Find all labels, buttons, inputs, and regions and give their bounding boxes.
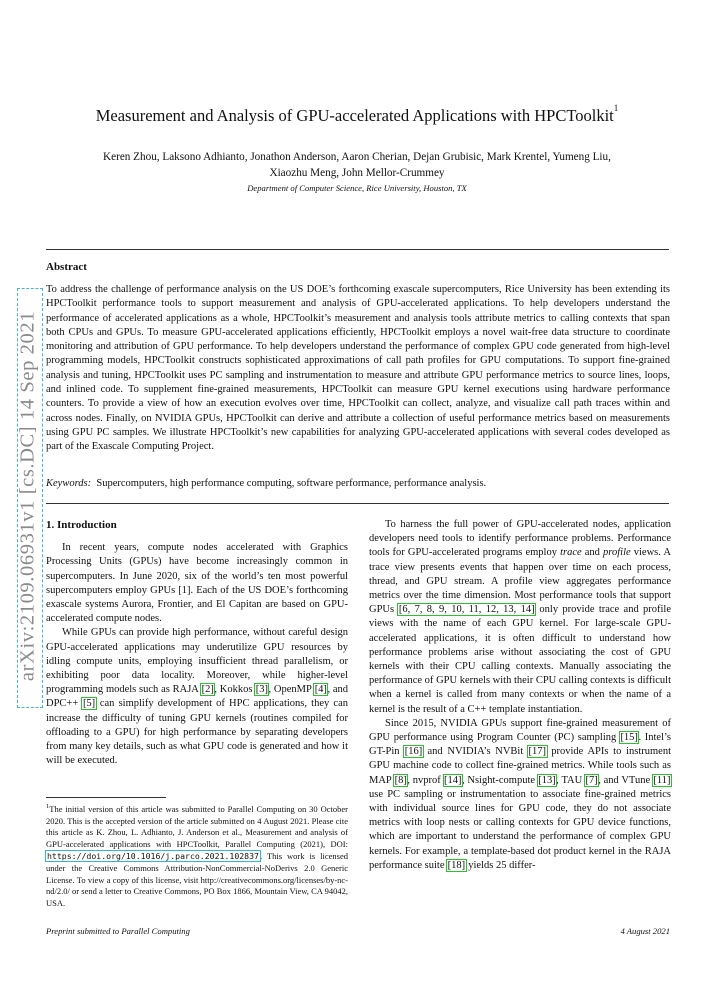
title-text: Measurement and Analysis of GPU-accelerated Applications with HPCToolkit: [95, 106, 614, 125]
paragraph-text: yields 25 differ-: [465, 859, 536, 871]
footnote: [46, 801, 348, 910]
affiliation: Department of Computer Science, Rice University, Houston, TX: [247, 183, 467, 193]
keywords: [46, 478, 670, 489]
footnote-divider: [46, 797, 166, 798]
footnote-text: . This work is licensed under the Creative Commons Attribution-NonCommercial-NoDerivs 2.0 Generic License. To view a copy of this license, visit http://creativecommons.org/licenses/by-nc-nd/2.0/ or send a letter to Creative Commons, PO Box 1866, Mountain View, CA 94042, USA.: [46, 851, 348, 909]
right-column: [369, 518, 671, 873]
keywords-text: Supercomputers, high performance computing, software performance, performance analysis.: [96, 478, 487, 489]
citation-link[interactable]: [14]: [444, 774, 462, 786]
page-footer-date: 4 August 2021: [620, 926, 670, 936]
abstract-text: To address the challenge of performance analysis on the US DOE’s forthcoming exascale supercomputers, Rice University has been extending its HPCToolkit performance tools to support measurement and analysis of GPU-accelerated applications. To help developers understand the performance of accelerated applications as a whole, HPCToolkit’s measurement and analysis tools attribute metrics to calling contexts that span both CPUs and GPUs. To measure GPU-accelerated applications efficiently, HPCToolkit employs a novel wait-free data structure to coordinate monitoring and attribution of GPU performance. To help developers understand the performance of complex GPU code generated from high-level programming models, HPCToolkit constructs sophisticated approximations of call path profiles for GPU computations. To support fine-grained analysis and tuning, HPCToolkit uses PC sampling and instrumentation to measure and attribute GPU performance metrics to source lines, loops, and inlined code. To supplement fine-grained measurements, HPCToolkit can measure GPU kernel executions using hardware performance counters. To provide a view of how an execution evolves over time, HPCToolkit can collect, analyze, and visualize call path traces within and across nodes. Finally, on NVIDIA GPUs, HPCToolkit can derive and attribute a collection of useful performance metrics based on measurements using GPU PC samples. We illustrate HPCToolkit’s new capabilities for analyzing GPU-accelerated applications with several codes developed as part of the Exascale Computing Project.: [46, 284, 670, 453]
citation-link[interactable]: [15]: [620, 732, 638, 744]
citation-link[interactable]: [2]: [201, 684, 214, 696]
abstract-divider: [46, 503, 669, 504]
author-list: [40, 149, 674, 181]
section-heading: 1. Introduction: [46, 519, 117, 531]
intro-paragraph-2: [46, 626, 348, 768]
keywords-label: Keywords:: [46, 478, 92, 489]
citation-link[interactable]: [8]: [394, 774, 407, 786]
footnote-mark: 1: [46, 803, 50, 810]
citation-link[interactable]: [16]: [404, 746, 423, 758]
paragraph-text: . Intel’s GT-Pin: [369, 732, 671, 758]
paragraph-text: , Kokkos: [214, 684, 256, 696]
citation-link[interactable]: [3]: [255, 684, 268, 696]
paragraph-text: views. A trace view presents events that happen over time on each process, thread, and GPU stream. A profile view aggregates performance metrics over the time dimension. Most performance tools that support GPUs: [369, 547, 671, 616]
left-column: [46, 518, 348, 768]
paragraph-text: Since 2015, NVIDIA GPUs support fine-grained measurement of GPU performance using Program Counter (PC) sampling: [369, 717, 671, 744]
citation-link[interactable]: [4]: [314, 684, 327, 696]
intro-paragraph-3: [369, 518, 671, 717]
citation-link[interactable]: [7]: [585, 774, 598, 786]
authors-line-2: Xiaozhu Meng, John Mellor-Crummey: [269, 167, 445, 179]
paragraph-text: use PC sampling or instrumentation to associate fine-grained metrics with individual source lines for GPU code, they do not associate metrics with loop nests or calling contexts for GPU device functions, which are important to understand the performance of complex GPU kernels. For example, a template-based dot product kernel in the RAJA performance suite: [369, 788, 671, 871]
paragraph-text: , Nsight-compute: [462, 774, 538, 786]
page-footer-left: Preprint submitted to Parallel Computing: [46, 926, 190, 936]
paragraph-text: and: [581, 547, 604, 559]
paragraph-text: and NVIDIA’s NVBit: [422, 746, 528, 758]
intro-paragraph-1: [46, 541, 348, 626]
citation-link[interactable]: [11]: [653, 774, 671, 786]
paragraph-text: To harness the full power of GPU-accelerated nodes, application developers need tools to identify performance problems. Performance tools for GPU-accelerated programs employ: [369, 519, 671, 559]
italic-term: trace: [560, 547, 582, 559]
paragraph-text: In recent years, compute nodes accelerated with Graphics Processing Units (GPUs) have become increasingly common in supercomputers. In June 2020, six of the world’s ten most powerful supercomputers employ GPUs [1]. Each of the US DOE’s forthcoming exascale systems Aurora, Frontier, and El Capitan are based on GPU-accelerated compute nodes.: [46, 542, 348, 625]
paragraph-text: only provide trace and profile views with the name of each GPU kernel. For large-scale GPU-accelerated applications, it is often difficult to understand how performance problems arise without associating the cost of GPU kernels with their CPU calling contexts. Manually associating the performance of GPU kernels with their CPU calling contexts is difficult when a kernel is called from many contexts or when the name of a kernel is the result of a C++ template instantiation.: [369, 604, 672, 715]
paragraph-text: , OpenMP: [268, 684, 315, 696]
title-footnote-mark[interactable]: 1: [613, 103, 619, 113]
doi-link[interactable]: https://doi.org/10.1016/j.parco.2021.102837: [47, 851, 259, 862]
citation-link[interactable]: [13]: [538, 774, 556, 786]
italic-term: profile: [603, 547, 631, 559]
footnote-text: The initial version of this article was submitted to Parallel Computing on 30 October 2020. This is the accepted version of the article submitted on 4 August 2021. Please cite this article as K. Zhou, L. Adhianto, J. Anderson et al., Measurement and analysis of GPU-accelerated applications with HPCToolkit, Parallel Computing (2021), DOI:: [46, 803, 348, 850]
paragraph-text: While GPUs can provide high performance, without careful design GPU-accelerated applications may underutilize GPU resources by idling compute units, employing insufficient thread parallelism, or exhibiting poor data locality. Moreover, while higher-level programming models such as RAJA: [46, 627, 348, 696]
paper-title: [40, 103, 674, 126]
paragraph-text: , nvprof: [407, 774, 444, 786]
paragraph-text: , TAU: [556, 774, 585, 786]
paragraph-text: can simplify development of HPC applications, they can increase the difficulty of tuning GPU kernels (routines compiled for offloading to a GPU) for high performance by separating developers from many key details, such as what GPU code is generated and how it will be executed.: [46, 698, 348, 767]
abstract-heading: Abstract: [46, 261, 87, 273]
citation-link[interactable]: [6, 7, 8, 9, 10, 11, 12, 13, 14]: [398, 604, 535, 616]
authors-line-1: Keren Zhou, Laksono Adhianto, Jonathon Anderson, Aaron Cherian, Dejan Grubisic, Mark Krentel, Yumeng Liu,: [103, 151, 611, 163]
citation-link[interactable]: [17]: [528, 746, 546, 758]
citation-link[interactable]: [5]: [82, 698, 96, 710]
citation-link[interactable]: [18]: [447, 859, 466, 871]
arxiv-stamp: arXiv:2109.06931v1 [cs.DC] 14 Sep 2021: [16, 310, 39, 682]
paragraph-text: , and VTune: [598, 774, 653, 786]
paragraph-text: , and DPC++: [46, 684, 349, 710]
paragraph-text: provide APIs to instrument GPU machine code to collect fine-grained metrics. While tools such as MAP: [369, 746, 671, 786]
intro-paragraph-4: [369, 717, 671, 873]
top-divider: [46, 249, 669, 250]
